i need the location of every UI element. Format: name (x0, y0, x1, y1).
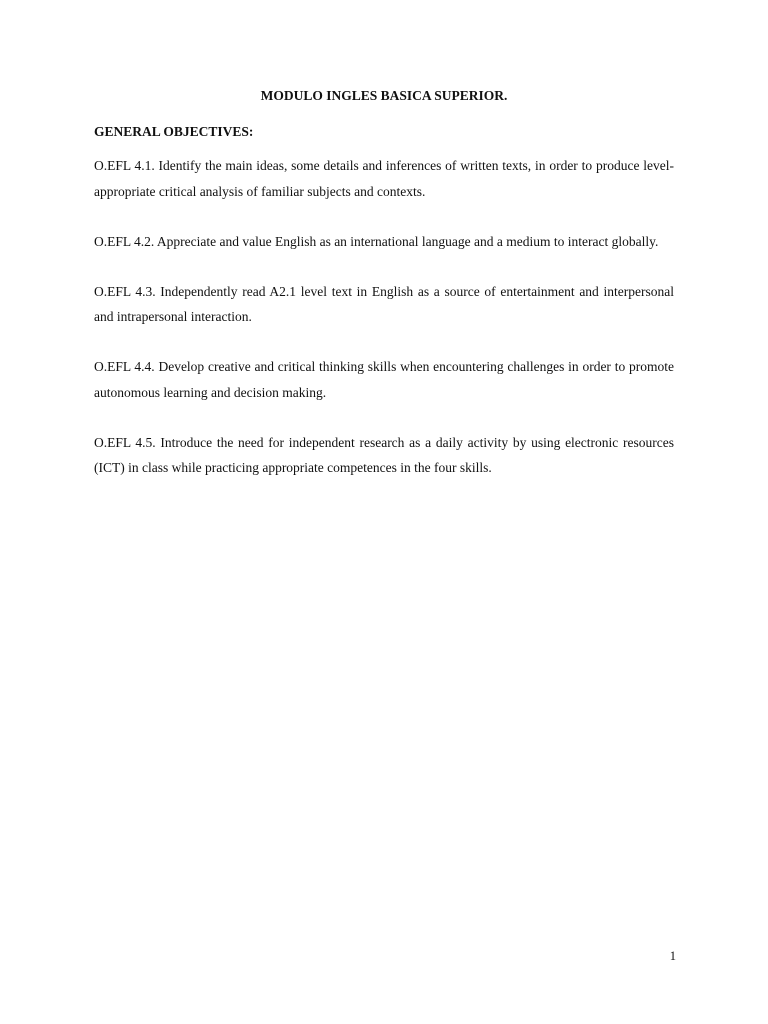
page-number: 1 (669, 949, 676, 963)
objective-paragraph: O.EFL 4.4. Develop creative and critical thinking skills when encountering challenges in order to promote autonomous learning and decision making. (94, 359, 674, 400)
objective-paragraph: O.EFL 4.2. Appreciate and value English as an international language and a medium to interact globally. (94, 233, 659, 249)
section-heading: GENERAL OBJECTIVES: (94, 124, 254, 139)
objectives-list (94, 153, 674, 505)
document-title: MODULO INGLES BASICA SUPERIOR. (260, 88, 508, 103)
objective-paragraph: O.EFL 4.3. Independently read A2.1 level text in English as a source of entertainment and interpersonal and intrapersonal interaction. (94, 283, 674, 324)
objective-paragraph: O.EFL 4.1. Identify the main ideas, some details and inferences of written texts, in order to produce level-appropriate critical analysis of familiar subjects and contexts. (94, 158, 674, 199)
objective-paragraph: O.EFL 4.5. Introduce the need for independent research as a daily activity by using electronic resources (ICT) in class while practicing appropriate competences in the four skills. (94, 434, 674, 475)
